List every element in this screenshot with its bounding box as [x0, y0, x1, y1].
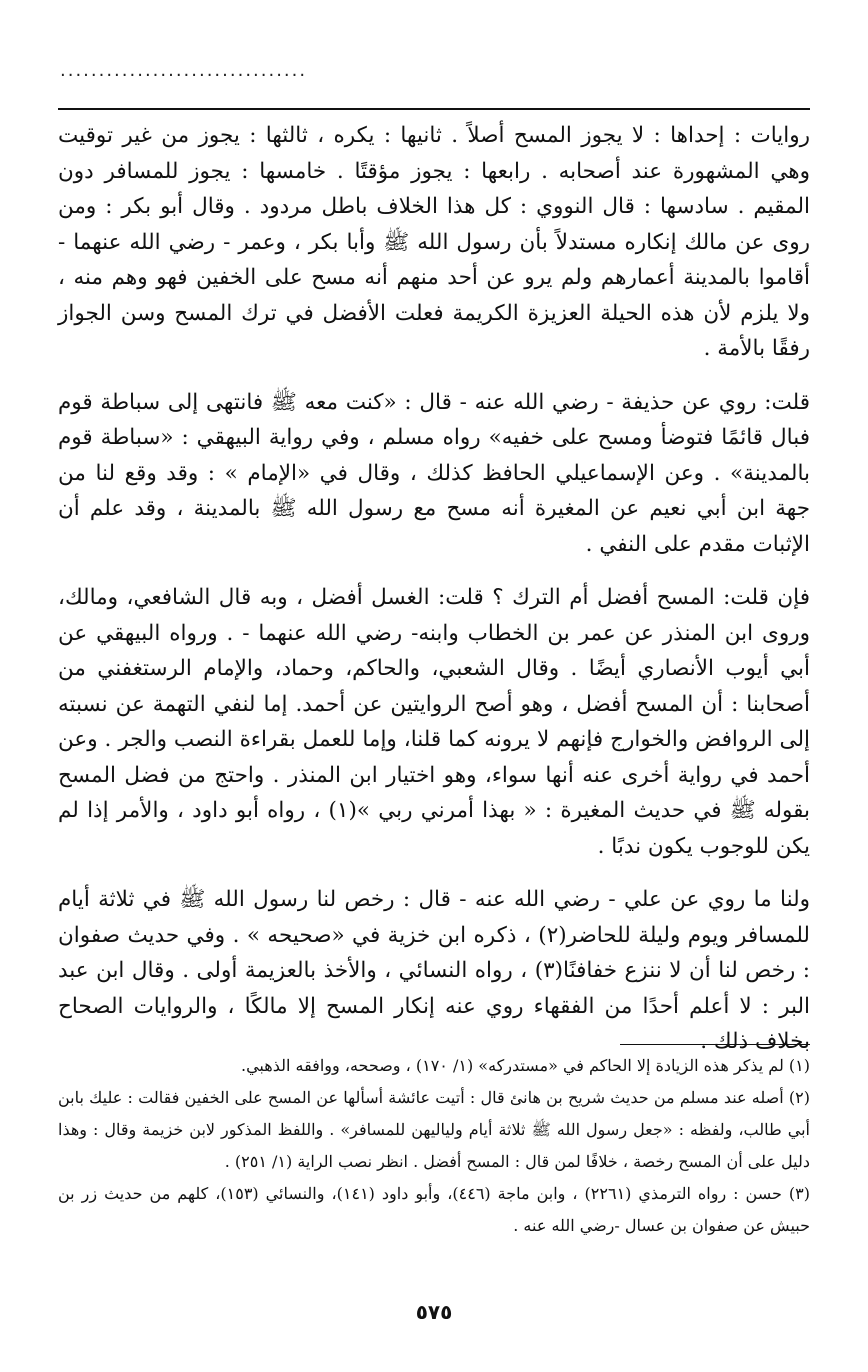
paragraph-2: قلت: روي عن حذيفة - رضي الله عنه - قال : «كنت معه ﷺ فانتهى إلى سباطة قوم فبال قائمًا فتوضأ ومسح على خفيه» رواه مسلم ، وفي رواية البيهقي : «سباطة قوم بالمدينة» . وعن الإسماعيلي الحافظ كذلك ، وقال في «الإمام » : وقد وقع لنا من جهة ابن أبي نعيم عن المغيرة أنه مسح مع رسول الله ﷺ بالمدينة ، وقد علم أن الإثبات مقدم على النفي . — [58, 389, 810, 557]
paragraph-1: روايات : إحداها : لا يجوز المسح أصلاً . ثانيها : يكره ، ثالثها : يجوز من غير توقيت وهي المشهورة عند أصحابه . رابعها : يجوز مؤقتًا . خامسها : يجوز للمسافر دون المقيم . سادسها : قال النووي : كل هذا الخلاف باطل مردود . وقال أبو بكر : ومن روى عن مالك إنكاره مستدلاً بأن رسول الله ﷺ وأبا بكر ، وعمر - رضي الله عنهما - أقاموا بالمدينة أعمارهم ولم يرو عن أحد منهم أنه مسح على الخفين فهو وهم منه ، ولا يلزم لأن هذه الحيلة العزيزة الكريمة فعلت الأفضل في ترك المسح وسن الجواز رفقًا بالأمة . — [58, 123, 810, 361]
paragraph-4: ولنا ما روي عن علي - رضي الله عنه - قال : رخص لنا رسول الله ﷺ في ثلاثة أيام للمسافر ويوم وليلة للحاضر(٢) ، ذكره ابن خزية في «صحيحه » . وفي حديث صفوان : رخص لنا أن لا ننزع خفافنًا(٣) ، رواه النسائي ، والأخذ بالعزيمة أولى . وقال ابن عبد البر : لا أعلم أحدًا من الفقهاء روي عنه إنكار المسح إلا مالكًا ، والروايات الصحاح بخلاف ذلك . — [58, 887, 810, 1054]
main-text — [58, 118, 810, 1078]
footnote-rule — [620, 1044, 810, 1045]
paragraph-3: فإن قلت: المسح أفضل أم الترك ؟ قلت: الغسل أفضل ، وبه قال الشافعي، ومالك، وروى ابن المنذر عن عمر بن الخطاب وابنه- رضي الله عنهما - . ورواه البيهقي عن أبي أيوب الأنصاري أيضًا . وقال الشعبي، والحاكم، وحماد، والإمام الرستغفني من أصحابنا : أن المسح أفضل ، وهو أصح الروايتين عن أحمد. إما لنفي التهمة عن نسبته إلى الروافض والخوارج فإنهم لا يرونه كما قلنا، وإما للعمل بقراءة النصب والجر . وعن أحمد في رواية أخرى عنه أنها سواء، وهو اختيار ابن المنذر . واحتج من فضل المسح بقوله ﷺ في حديث المغيرة : « بهذا أمرني ربي »(١) ، رواه أبو داود ، والأمر إذا لم يكن للوجوب يكون ندبًا . — [58, 585, 810, 859]
footnotes — [58, 1050, 810, 1242]
footnote-2: (٢) أصله عند مسلم من حديث شريح بن هانئ قال : أتيت عائشة أسألها عن المسح على الخفين فقالت : عليك بابن أبي طالب، ولفظه : «جعل رسول الله ﷺ ثلاثة أيام ولياليهن للمسافر» . واللفظ المذكور لابن خزيمة وقال : وهذا دليل على أن المسح رخصة ، خلافًا لمن قال : المسح أفضل . انظر نصب الراية (١/ ٢٥١) . — [58, 1088, 811, 1171]
header-dots: ................................ — [60, 60, 308, 81]
top-rule — [58, 108, 810, 110]
footnote-3: (٣) حسن : رواه الترمذي (٢٢٦١) ، وابن ماجة (٤٤٦)، وأبو داود (١٤١)، والنسائي (١٥٣)، كلهم من حديث زر بن حبيش عن صفوان بن عسال -رضي الله عنه . — [58, 1184, 810, 1235]
page-number: ٥٧٥ — [415, 1300, 453, 1324]
footnote-1: (١) لم يذكر هذه الزيادة إلا الحاكم في «مستدركه» (١/ ١٧٠) ، وصححه، ووافقه الذهبي. — [241, 1056, 810, 1075]
